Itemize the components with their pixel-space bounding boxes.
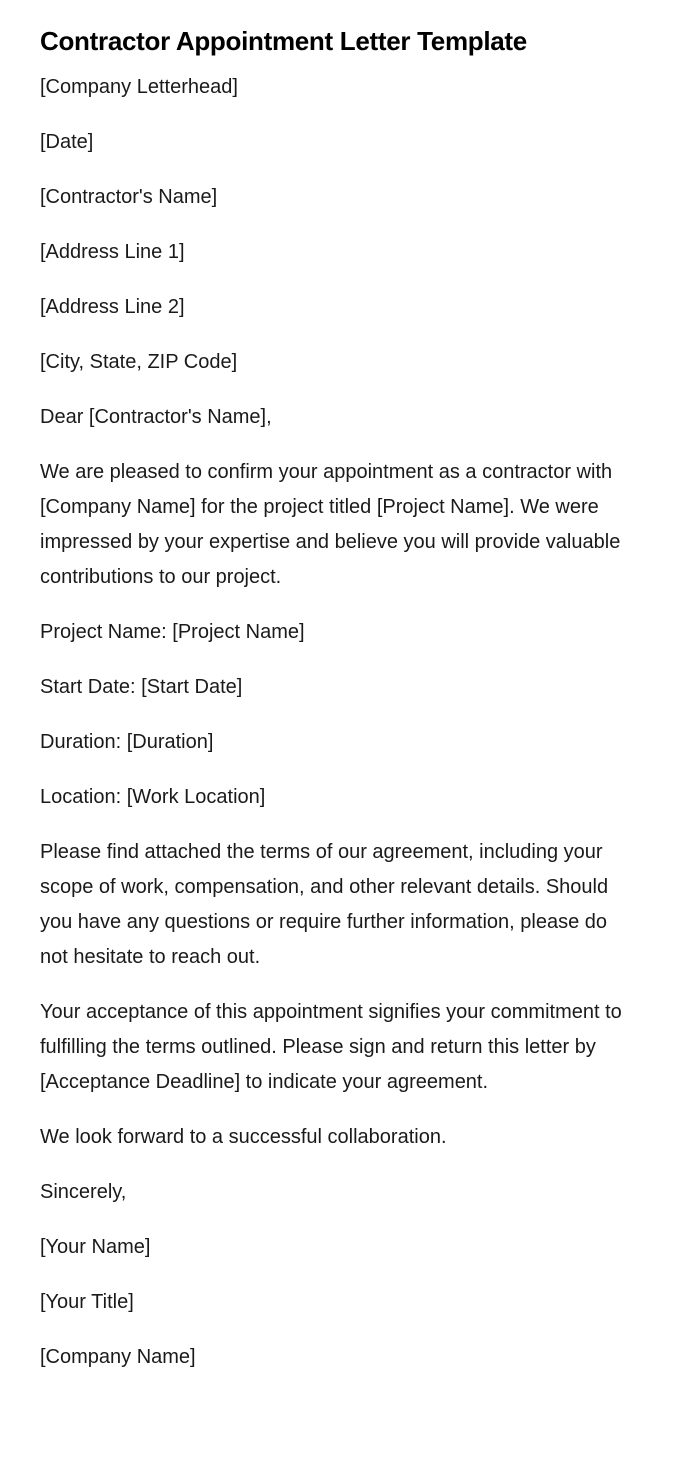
closing-line: We look forward to a successful collaboration. [40, 1126, 447, 1148]
city-state-zip: [City, State, ZIP Code] [40, 351, 238, 373]
duration-field: Duration: [Duration] [40, 731, 214, 753]
address-line-2: [Address Line 2] [40, 296, 185, 318]
salutation: Dear [Contractor's Name], [40, 406, 272, 428]
contractor-name: [Contractor's Name] [40, 186, 218, 208]
signer-title: [Your Title] [40, 1291, 134, 1313]
start-date-field: Start Date: [Start Date] [40, 676, 243, 698]
intro-paragraph: We are pleased to confirm your appointment as a contractor with [Company Name] for the project titled [Project Name]. We were impressed by your expertise and believe you will provide valuable contributions to our project. [40, 461, 621, 588]
signer-name: [Your Name] [40, 1236, 151, 1258]
document-title: Contractor Appointment Letter Template [40, 26, 527, 56]
address-line-1: [Address Line 1] [40, 241, 185, 263]
terms-paragraph: Please find attached the terms of our agreement, including your scope of work, compensation, and other relevant details. Should you have any questions or require further information, please do not hesitate to reach out. [40, 841, 609, 968]
letter-date: [Date] [40, 131, 94, 153]
project-name-field: Project Name: [Project Name] [40, 621, 305, 643]
company-letterhead: [Company Letterhead] [40, 76, 238, 98]
location-field: Location: [Work Location] [40, 786, 266, 808]
sign-off: Sincerely, [40, 1181, 127, 1203]
acceptance-paragraph: Your acceptance of this appointment signifies your commitment to fulfilling the terms outlined. Please sign and return this letter by [Acceptance Deadline] to indicate your agreement. [40, 1001, 622, 1093]
signer-company: [Company Name] [40, 1346, 196, 1368]
